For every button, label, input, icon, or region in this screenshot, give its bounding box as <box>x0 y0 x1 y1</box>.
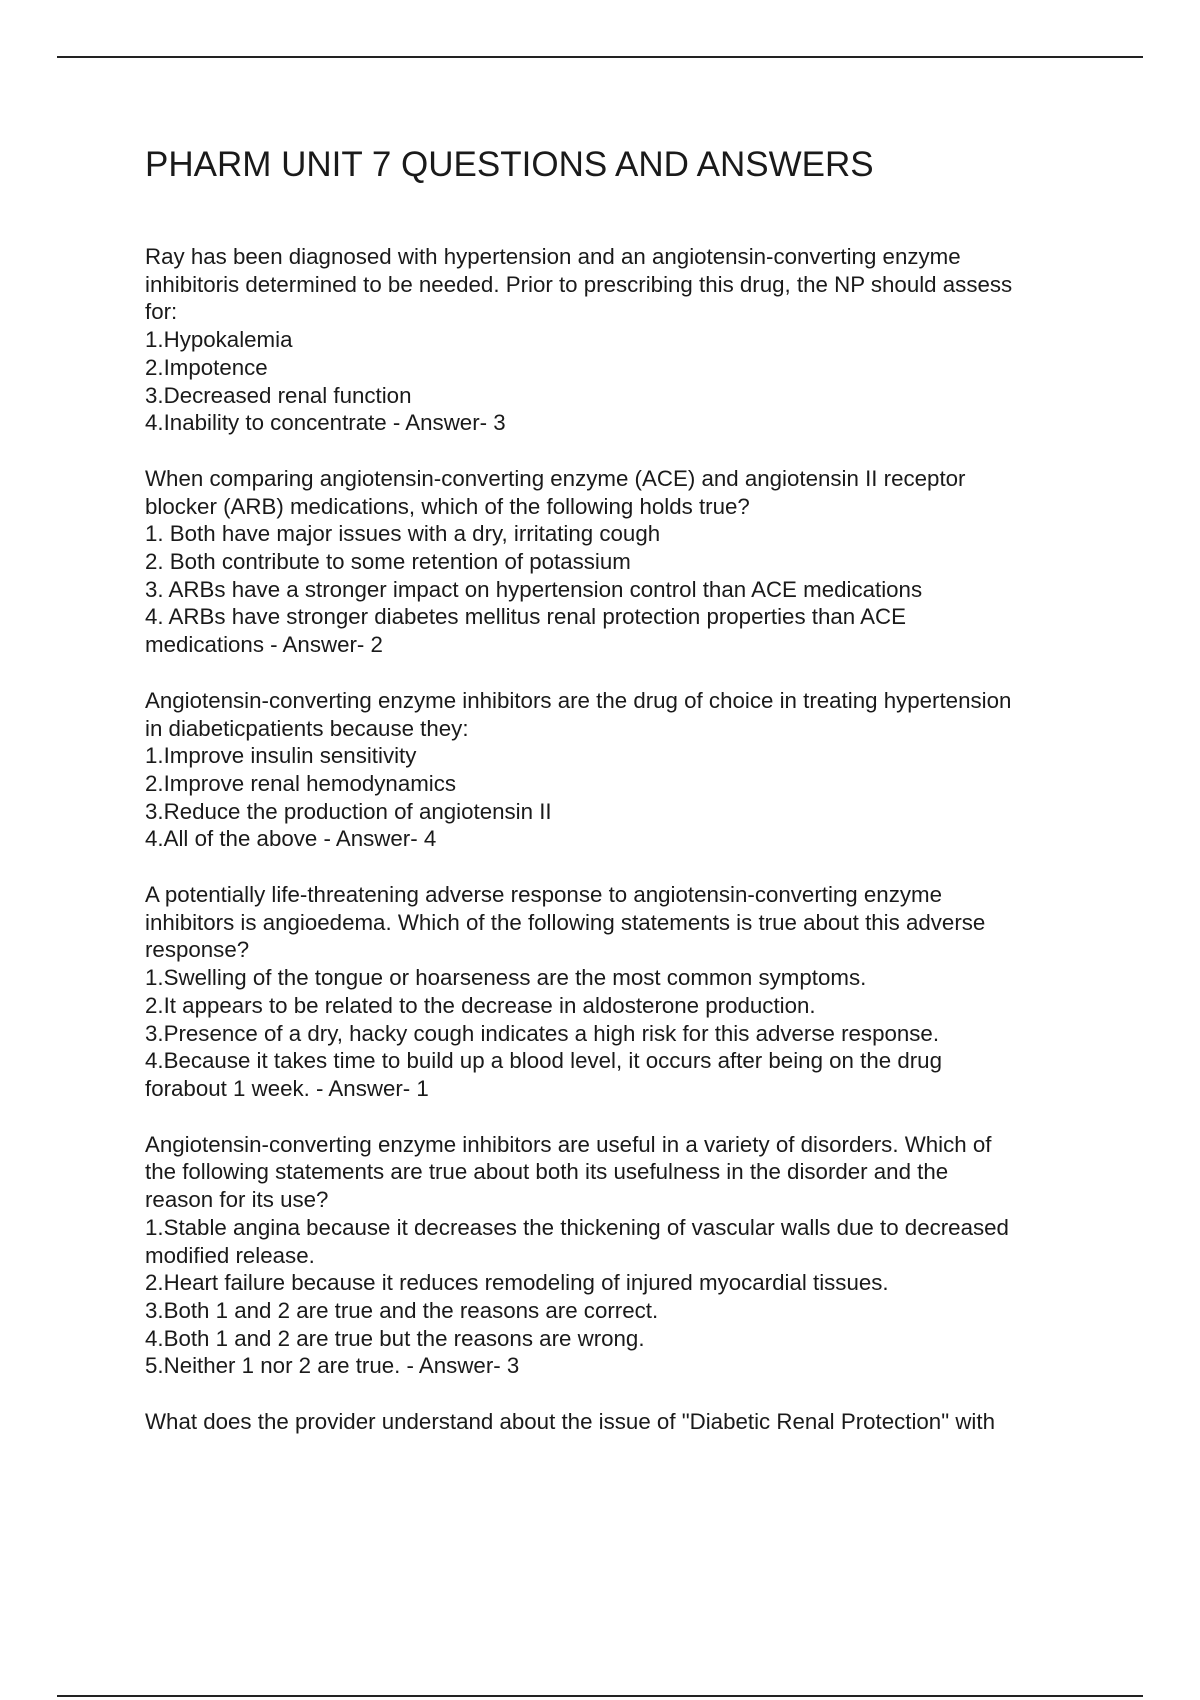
question-line: blocker (ARB) medications, which of the following holds true? <box>145 493 750 519</box>
question-line: forabout 1 week. - Answer- 1 <box>145 1075 429 1101</box>
question-line: 1.Improve insulin sensitivity <box>145 743 417 769</box>
document-body <box>145 143 1095 1464</box>
question-block <box>145 465 1095 659</box>
question-line: 3.Presence of a dry, hacky cough indicates a high risk for this adverse response. <box>145 1020 940 1046</box>
question-line: 3.Both 1 and 2 are true and the reasons are correct. <box>145 1297 659 1323</box>
question-line: for: <box>145 299 178 325</box>
question-line: Angiotensin-converting enzyme inhibitors are useful in a variety of disorders. Which of <box>145 1131 992 1157</box>
question-line: What does the provider understand about the issue of "Diabetic Renal Protection" with <box>145 1409 995 1435</box>
question-line: medications - Answer- 2 <box>145 632 383 658</box>
question-line: 2.Impotence <box>145 354 268 380</box>
question-line: Ray has been diagnosed with hypertension and an angiotensin-converting enzyme <box>145 244 961 269</box>
question-line: 4.All of the above - Answer- 4 <box>145 826 437 852</box>
question-line: 4.Inability to concentrate - Answer- 3 <box>145 410 506 436</box>
question-line: 2.Improve renal hemodynamics <box>145 770 457 796</box>
question-line: 1.Hypokalemia <box>145 327 293 353</box>
document-title: PHARM UNIT 7 QUESTIONS AND ANSWERS <box>145 145 874 184</box>
bottom-rule <box>57 1695 1143 1697</box>
question-line: 5.Neither 1 nor 2 are true. - Answer- 3 <box>145 1353 520 1379</box>
question-line: 4.Because it takes time to build up a blood level, it occurs after being on the drug <box>145 1048 942 1074</box>
question-line: 2.It appears to be related to the decrease in aldosterone production. <box>145 992 816 1018</box>
question-line: 4. ARBs have stronger diabetes mellitus renal protection properties than ACE <box>145 604 906 630</box>
question-block <box>145 1408 1095 1436</box>
question-line: 1.Stable angina because it decreases the thickening of vascular walls due to decreased <box>145 1214 1009 1240</box>
question-line: inhibitors is angioedema. Which of the following statements is true about this adverse <box>145 909 986 935</box>
question-list <box>145 243 1095 1436</box>
question-line: 3. ARBs have a stronger impact on hypertension control than ACE medications <box>145 576 923 602</box>
question-line: 3.Decreased renal function <box>145 382 412 408</box>
question-block <box>145 881 1095 1103</box>
question-line: modified release. <box>145 1242 315 1268</box>
question-line: the following statements are true about both its usefulness in the disorder and the <box>145 1159 949 1185</box>
question-line: inhibitoris determined to be needed. Prior to prescribing this drug, the NP should assess <box>145 271 1013 297</box>
question-block <box>145 243 1095 437</box>
question-line: reason for its use? <box>145 1187 329 1213</box>
question-line: 2.Heart failure because it reduces remodeling of injured myocardial tissues. <box>145 1270 889 1296</box>
question-block <box>145 687 1095 853</box>
question-line: 1.Swelling of the tongue or hoarseness are the most common symptoms. <box>145 965 867 991</box>
question-line: When comparing angiotensin-converting enzyme (ACE) and angiotensin II receptor <box>145 465 966 491</box>
question-line: response? <box>145 937 250 963</box>
question-line: in diabeticpatients because they: <box>145 715 469 741</box>
question-block <box>145 1131 1095 1380</box>
question-line: 2. Both contribute to some retention of potassium <box>145 549 631 575</box>
question-line: A potentially life-threatening adverse response to angiotensin-converting enzyme <box>145 882 942 908</box>
question-line: 3.Reduce the production of angiotensin II <box>145 798 552 824</box>
top-rule <box>57 56 1143 58</box>
question-line: Angiotensin-converting enzyme inhibitors are the drug of choice in treating hypertension <box>145 687 1012 713</box>
question-line: 4.Both 1 and 2 are true but the reasons are wrong. <box>145 1325 645 1351</box>
question-line: 1. Both have major issues with a dry, irritating cough <box>145 521 661 547</box>
